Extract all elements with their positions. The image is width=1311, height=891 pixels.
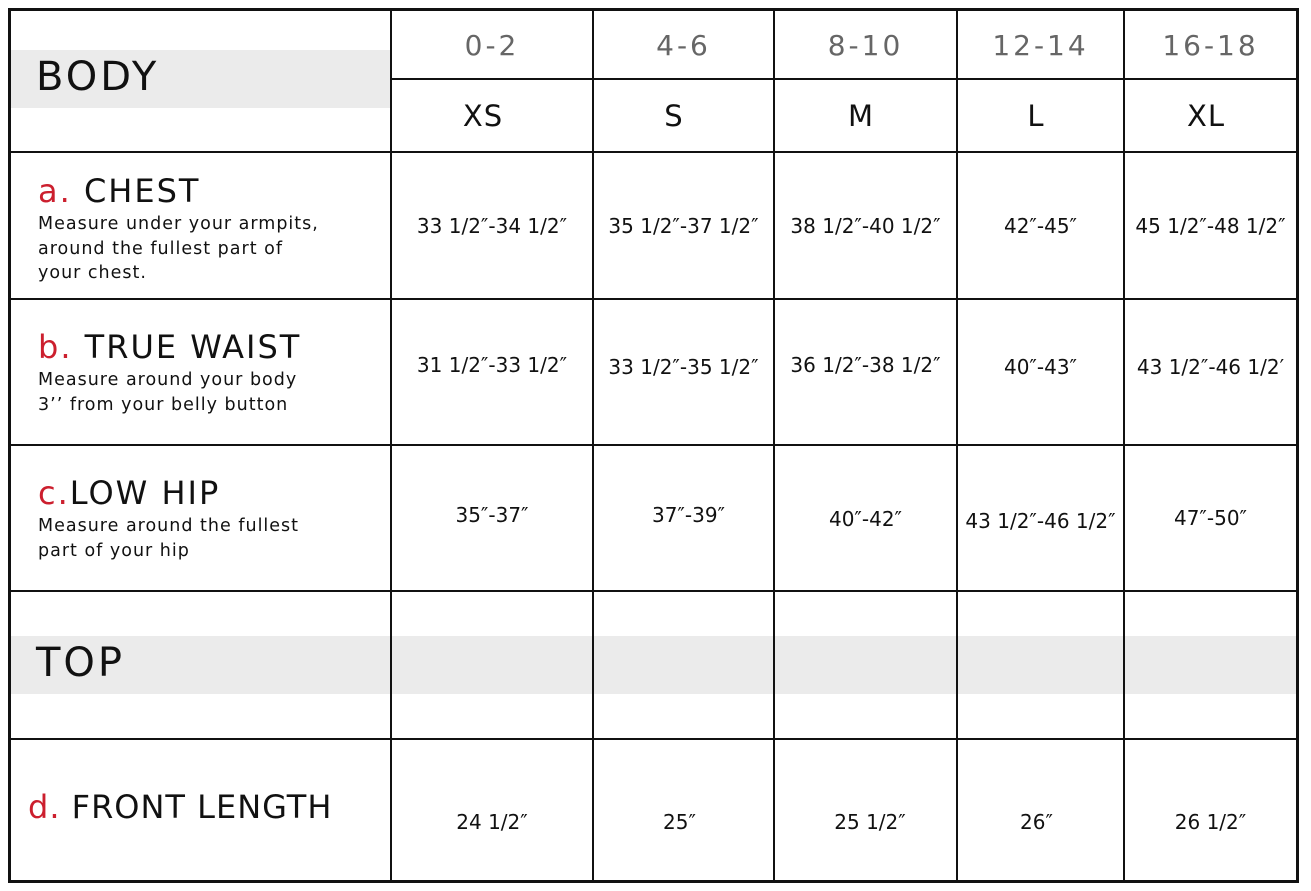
hip-m-value: 40″-42″ (828, 507, 903, 531)
chest-xl-value: 45 1/2″-48 1/2″ (1135, 213, 1286, 238)
hip-l-value: 43 1/2″-46 1/2″ (965, 509, 1116, 533)
row-letter: a. (38, 172, 72, 210)
chest-xs-value: 33 1/2″-34 1/2″ (416, 213, 568, 238)
hip-s-value: 37″-39″ (651, 503, 726, 527)
waist-s-value: 33 1/2″-35 1/2″ (608, 355, 759, 379)
chest-row-label (38, 172, 319, 286)
row-description: Measure under your armpits, around the fullest part of your chest. (38, 214, 319, 283)
chest-m-value: 38 1/2″-40 1/2″ (790, 213, 941, 238)
grid-line (8, 738, 1299, 740)
front-length-row-label (28, 788, 332, 826)
hip-row-label (38, 474, 299, 563)
front-length-xl-value: 26 1/2″ (1174, 810, 1247, 834)
waist-row-label (38, 328, 301, 417)
waist-m-value: 36 1/2″-38 1/2″ (790, 353, 941, 377)
chest-l-value: 42″-45″ (1003, 213, 1078, 238)
size-header: L (1027, 98, 1045, 133)
row-letter: b. (38, 328, 73, 366)
row-letter: c. (38, 474, 70, 512)
waist-xs-value: 31 1/2″-33 1/2″ (416, 353, 568, 377)
row-name: CHEST (71, 172, 201, 210)
age-range-header: 12-14 (992, 28, 1089, 62)
age-range-header: 0-2 (464, 28, 520, 62)
size-header: XL (1186, 98, 1226, 133)
waist-xl-value: 43 1/2″-46 1/2′ (1136, 355, 1285, 379)
top-section-band (11, 636, 1296, 694)
size-header: XS (462, 98, 504, 133)
row-description: Measure around the fullest part of your hip (38, 516, 300, 561)
row-description: Measure around your body 3’’ from your belly button (38, 370, 298, 415)
front-length-l-value: 26″ (1020, 810, 1053, 834)
front-length-xs-value: 24 1/2″ (456, 810, 528, 834)
row-name: LOW HIP (69, 474, 221, 512)
front-length-m-value: 25 1/2″ (834, 810, 906, 834)
row-name: FRONT LENGTH (60, 788, 333, 826)
age-range-header: 16-18 (1162, 28, 1259, 62)
hip-xl-value: 47″-50″ (1173, 506, 1248, 530)
row-letter: d. (28, 788, 61, 826)
front-length-s-value: 25″ (663, 810, 696, 834)
size-header: M (847, 98, 875, 133)
waist-l-value: 40″-43″ (1003, 355, 1078, 379)
age-range-header: 8-10 (827, 28, 904, 62)
top-section-title: TOP (36, 640, 126, 686)
chest-s-value: 35 1/2″-37 1/2″ (608, 213, 759, 238)
row-name: TRUE WAIST (72, 328, 302, 366)
hip-xs-value: 35″-37″ (455, 503, 529, 527)
body-section-title: BODY (36, 54, 160, 100)
age-range-header: 4-6 (656, 28, 711, 62)
size-header: S (664, 98, 684, 133)
